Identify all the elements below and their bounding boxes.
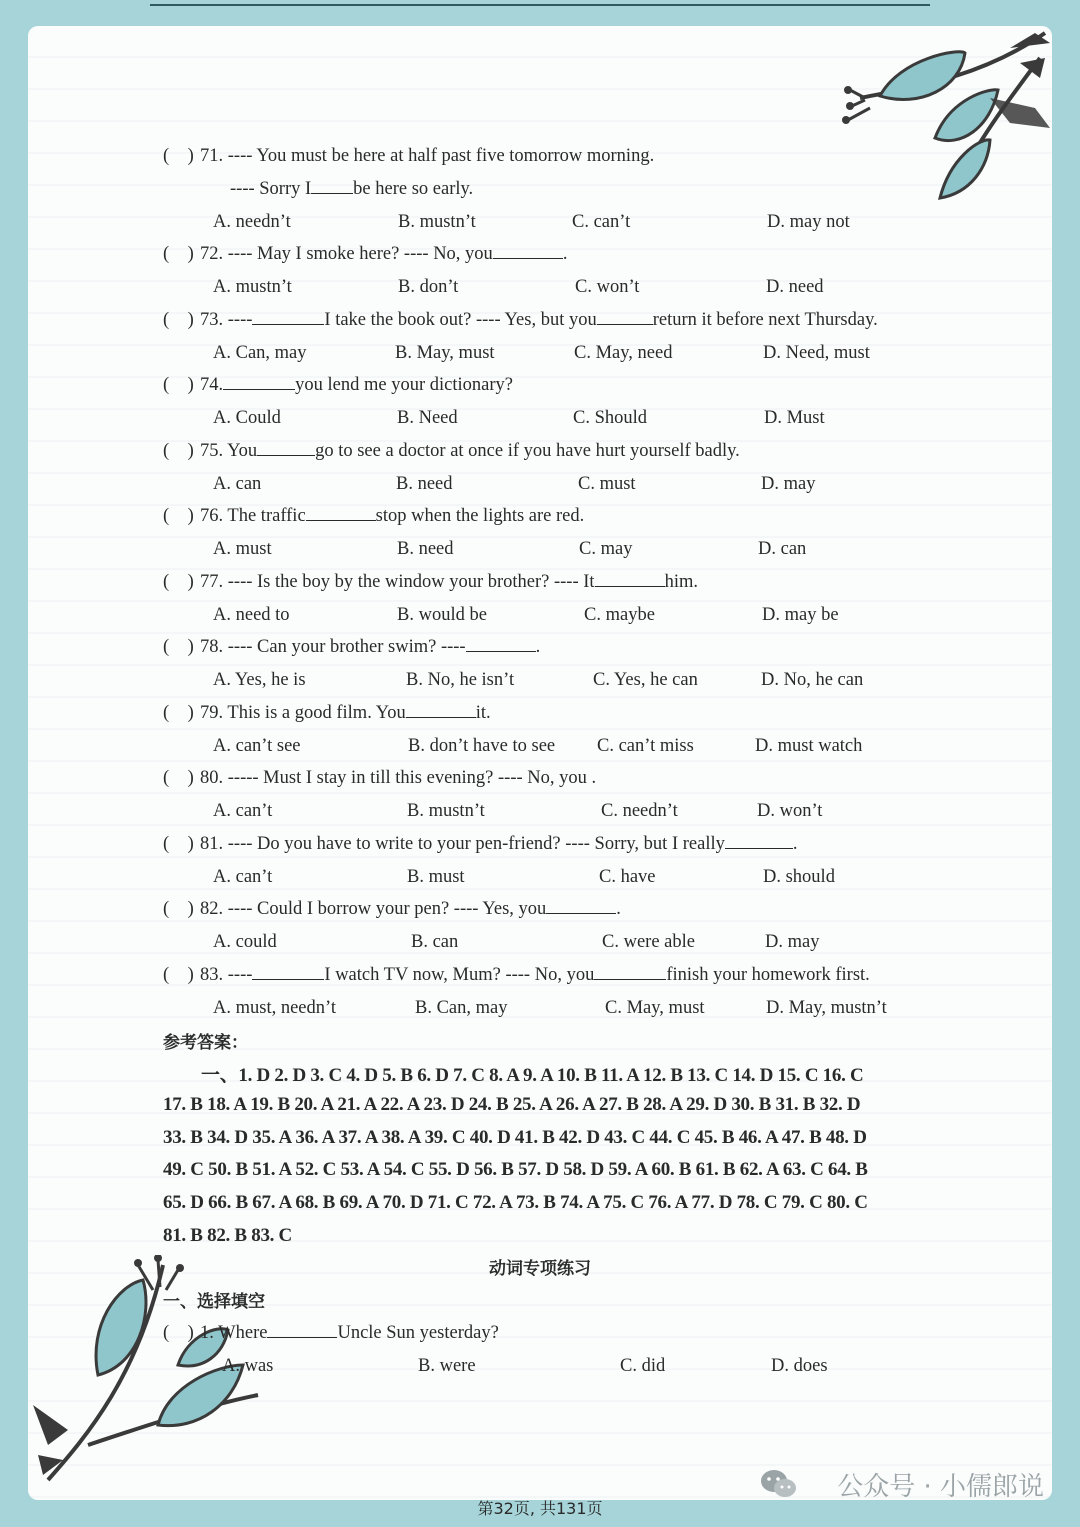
option-b: B. must: [407, 867, 465, 887]
answer-paren: ( ): [163, 506, 194, 526]
option-d: D. should: [763, 867, 835, 887]
section-question-1: 1. Where Uncle Sun yesterday?: [200, 1323, 499, 1343]
option-c: C. May, need: [574, 343, 673, 363]
answer-paren: ( ): [163, 146, 194, 166]
answer-paren: ( ): [163, 441, 194, 461]
option-a: A. must, needn’t: [213, 998, 336, 1018]
question-76: 76. The traffic stop when the lights are red.: [200, 506, 585, 526]
question-83: 83. ---- I watch TV now, Mum? ---- No, you finish your homework first.: [200, 965, 870, 985]
leaf-decoration-top-right: [840, 28, 1055, 208]
answer-paren: ( ): [163, 572, 194, 592]
answer-paren: ( ): [163, 637, 194, 657]
option-d: D. May, mustn’t: [766, 998, 887, 1018]
option-c: C. can’t: [572, 212, 631, 232]
option-c: C. were able: [602, 932, 695, 952]
answer-line: 17. B 18. A 19. B 20. A 21. A 22. A 23. D 24. B 25. A 26. A 27. B 28. A 29. D 30. B 31. B 32. D: [163, 1094, 861, 1115]
answer-paren: ( ): [163, 375, 194, 395]
option-c: C. won’t: [575, 277, 640, 297]
option-b: B. mustn’t: [407, 801, 485, 821]
option-d: D. No, he can: [761, 670, 864, 690]
answer-paren: ( ): [163, 310, 194, 330]
option-b: B. don’t: [398, 277, 459, 297]
option-c: C. needn’t: [601, 801, 678, 821]
answer-paren: ( ): [163, 768, 194, 788]
option-d: D. does: [771, 1356, 828, 1376]
option-d: D. may: [765, 932, 820, 952]
option-c: C. must: [578, 474, 636, 494]
option-d: D. need: [766, 277, 824, 297]
answer-line: 33. B 34. D 35. A 36. A 37. A 38. A 39. C 40. D 41. B 42. D 43. C 44. C 45. B 46. A 47. B 48. D: [163, 1127, 867, 1148]
option-a: A. need to: [213, 605, 290, 625]
answer-line: 49. C 50. B 51. A 52. C 53. A 54. C 55. D 56. B 57. D 58. D 59. A 60. B 61. B 62. A 63. C 64. B: [163, 1159, 868, 1180]
option-c: C. have: [599, 867, 656, 887]
option-b: B. were: [418, 1356, 476, 1376]
option-b: B. need: [397, 539, 454, 559]
option-b: B. May, must: [395, 343, 495, 363]
option-b: B. Need: [397, 408, 458, 428]
answer-line: 65. D 66. B 67. A 68. B 69. A 70. D 71. C 72. A 73. B 74. A 75. C 76. A 77. D 78. C 79. C 80. C: [163, 1192, 868, 1213]
option-d: D. may be: [762, 605, 839, 625]
section-title: 动词专项练习: [489, 1259, 591, 1279]
question-82: 82. ---- Could I borrow your pen? ---- Yes, you .: [200, 899, 621, 919]
question-71: 71. ---- You must be here at half past five tomorrow morning.: [200, 146, 655, 166]
option-b: B. Can, may: [415, 998, 508, 1018]
option-a: A. mustn’t: [213, 277, 292, 297]
watermark-text: 公众号 · 小儒郎说: [837, 1472, 1044, 1502]
option-a: A. Can, may: [213, 343, 307, 363]
option-a: A. was: [222, 1356, 274, 1376]
answer-paren: ( ): [163, 965, 194, 985]
option-c: C. may: [579, 539, 633, 559]
question-78: 78. ---- Can your brother swim? ---- .: [200, 637, 541, 657]
option-c: C. Yes, he can: [593, 670, 698, 690]
option-d: D. Need, must: [763, 343, 870, 363]
option-d: D. must watch: [755, 736, 863, 756]
option-a: A. could: [213, 932, 277, 952]
page-number: 第32页, 共131页: [477, 1499, 603, 1518]
option-b: B. need: [396, 474, 453, 494]
question-72: 72. ---- May I smoke here? ---- No, you .: [200, 244, 568, 264]
answer-line: 81. B 82. B 83. C: [163, 1225, 292, 1246]
option-b: B. don’t have to see: [408, 736, 556, 756]
option-a: A. needn’t: [213, 212, 291, 232]
question-81: 81. ---- Do you have to write to your pen-friend? ---- Sorry, but I really .: [200, 834, 798, 854]
question-75: 75. You go to see a doctor at once if you have hurt yourself badly.: [200, 441, 740, 461]
option-d: D. can: [758, 539, 807, 559]
top-rule: [150, 4, 930, 6]
question-71-reply: ---- Sorry I be here so early.: [230, 179, 474, 199]
answer-paren: ( ): [163, 703, 194, 723]
option-d: D. may: [761, 474, 816, 494]
option-d: D. may not: [767, 212, 850, 232]
answer-paren: ( ): [163, 244, 194, 264]
option-c: C. did: [620, 1356, 666, 1376]
option-b: B. would be: [397, 605, 487, 625]
option-c: C. Should: [573, 408, 648, 428]
answer-line: 一、1. D 2. D 3. C 4. D 5. B 6. D 7. C 8. A 9. A 10. B 11. A 12. B 13. C 14. D 15. C 16. C: [201, 1065, 864, 1086]
answers-heading: 参考答案：: [163, 1033, 248, 1053]
option-a: A. Could: [213, 408, 281, 428]
option-b: B. mustn’t: [398, 212, 476, 232]
answer-paren: ( ): [163, 834, 194, 854]
answer-paren: ( ): [163, 1323, 194, 1343]
question-79: 79. This is a good film. You it.: [200, 703, 491, 723]
option-c: C. May, must: [605, 998, 705, 1018]
option-a: A. can’t see: [213, 736, 301, 756]
question-74: 74. you lend me your dictionary?: [200, 375, 513, 395]
answer-paren: ( ): [163, 899, 194, 919]
option-d: D. Must: [764, 408, 825, 428]
option-a: A. can’t: [213, 867, 273, 887]
option-b: B. can: [411, 932, 459, 952]
option-a: A. can’t: [213, 801, 273, 821]
option-c: C. maybe: [584, 605, 655, 625]
question-77: 77. ---- Is the boy by the window your brother? ---- It him.: [200, 572, 698, 592]
question-73: 73. ---- I take the book out? ---- Yes, but you return it before next Thursday.: [200, 310, 878, 330]
option-d: D. won’t: [757, 801, 823, 821]
question-80: 80. ----- Must I stay in till this evening? ---- No, you .: [200, 768, 597, 788]
section-subheading: 一、选择填空: [163, 1292, 265, 1312]
option-a: A. Yes, he is: [213, 670, 306, 690]
option-a: A. must: [213, 539, 272, 559]
option-a: A. can: [213, 474, 262, 494]
option-b: B. No, he isn’t: [406, 670, 515, 690]
option-c: C. can’t miss: [597, 736, 694, 756]
